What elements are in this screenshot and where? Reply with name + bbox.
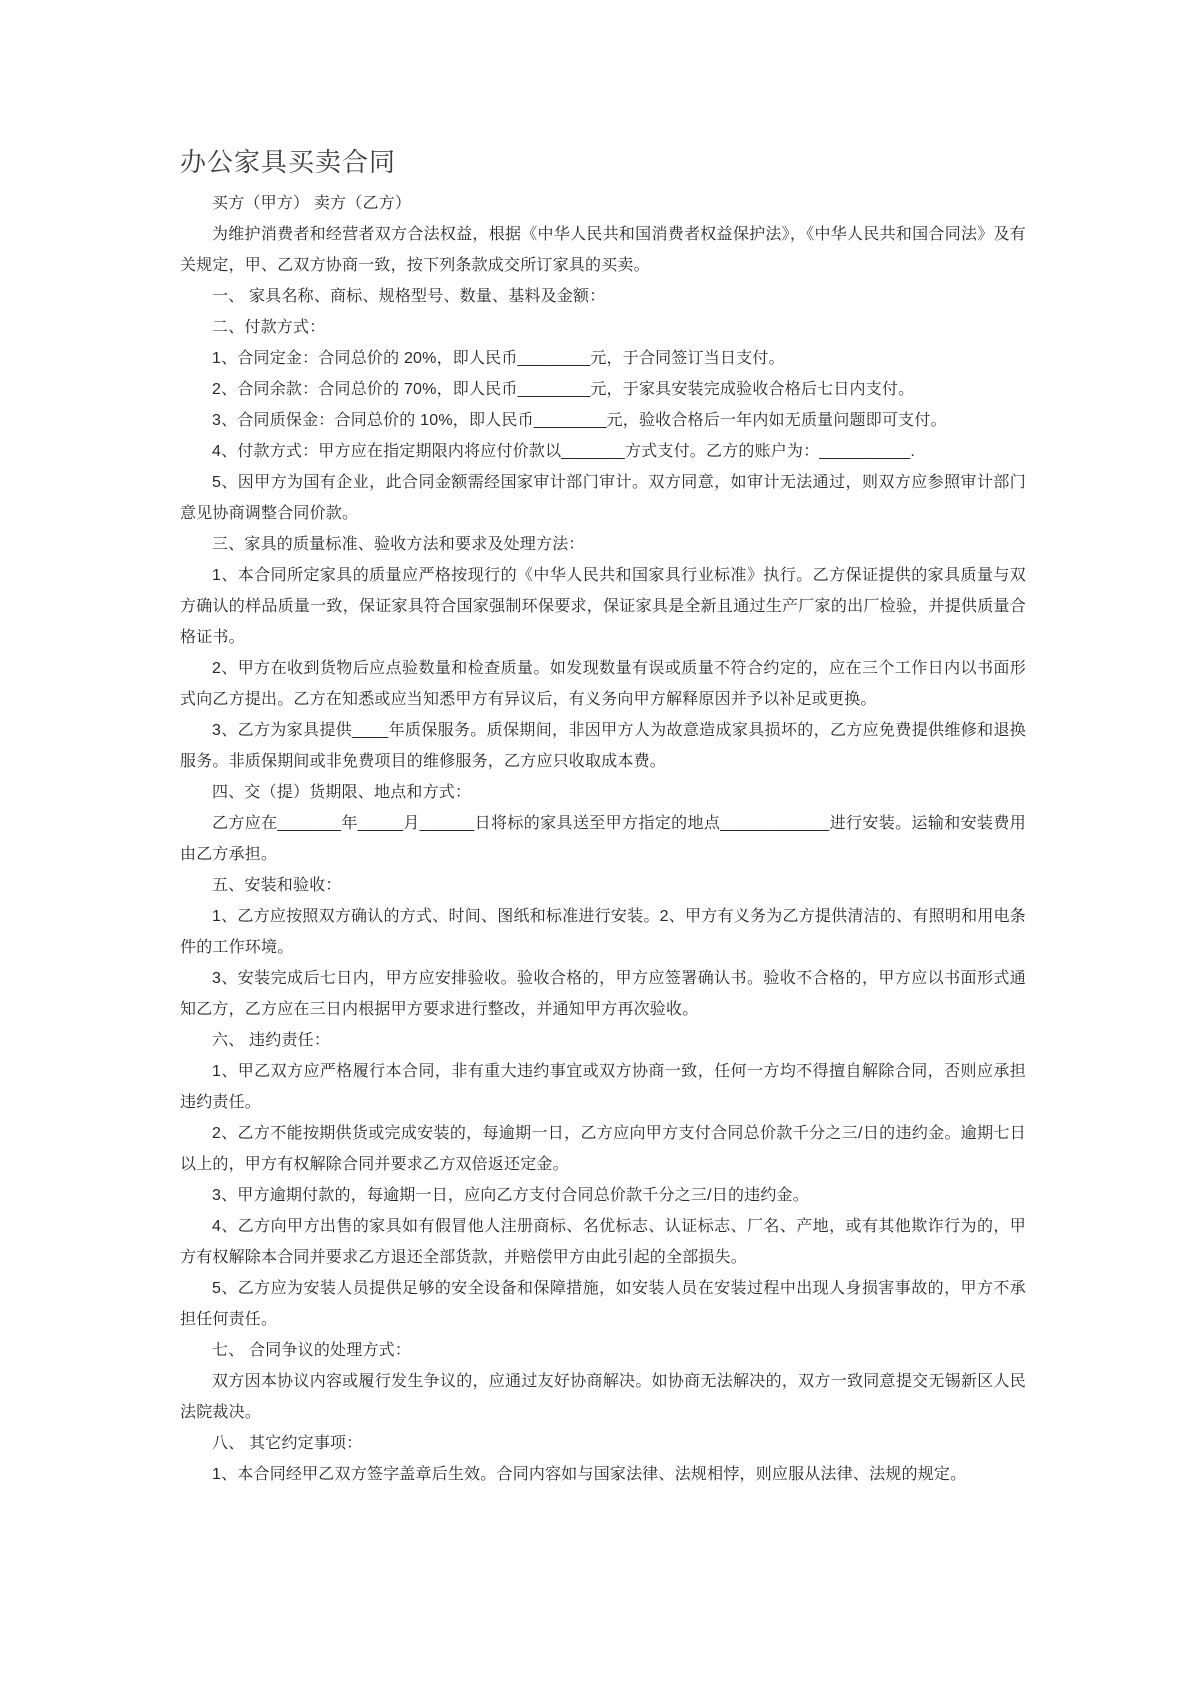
paragraph: 买方（甲方） 卖方（乙方）	[212, 195, 412, 212]
paragraph: 3、安装完成后七日内，甲方应安排验收。验收合格的，甲方应签署确认书。验收不合格的，甲方应以书面形式通知乙方，乙方应在三日内根据甲方要求进行整改，并通知甲方再次验收。	[180, 970, 1026, 1018]
paragraph: 1、乙方应按照双方确认的方式、时间、图纸和标准进行安装。2、甲方有义务为乙方提供清洁的、有照明和用电条件的工作环境。	[180, 908, 1026, 956]
paragraph: 1、本合同经甲乙双方签字盖章后生效。合同内容如与国家法律、法规相悖，则应服从法律、法规的规定。	[212, 1466, 967, 1483]
paragraph: 双方因本协议内容或履行发生争议的，应通过友好协商解决。如协商无法解决的，双方一致同意提交无锡新区人民法院裁决。	[180, 1373, 1026, 1421]
contract-body	[180, 188, 1026, 1490]
paragraph: 1、合同定金：合同总价的 20%，即人民币________元，于合同签订当日支付。	[212, 350, 785, 367]
paragraph: 八、 其它约定事项：	[212, 1435, 363, 1452]
paragraph: 四、交（提）货期限、地点和方式：	[212, 784, 472, 801]
paragraph: 3、合同质保金：合同总价的 10%，即人民币________元，验收合格后一年内如无质量问题即可支付。	[212, 412, 947, 429]
paragraph: 二、付款方式：	[212, 319, 326, 336]
paragraph: 4、付款方式：甲方应在指定期限内将应付价款以_______方式支付。乙方的账户为：__________.	[212, 443, 916, 460]
paragraph: 1、本合同所定家具的质量应严格按现行的《中华人民共和国家具行业标准》执行。乙方保证提供的家具质量与双方确认的样品质量一致，保证家具符合国家强制环保要求，保证家具是全新且通过生产厂家的出厂检验，并提供质量合格证书。	[180, 567, 1026, 646]
paragraph: 七、 合同争议的处理方式：	[212, 1342, 412, 1359]
document-title: 办公家具买卖合同	[180, 148, 397, 177]
paragraph: 5、因甲方为国有企业，此合同金额需经国家审计部门审计。双方同意，如审计无法通过，则双方应参照审计部门意见协商调整合同价款。	[180, 474, 1026, 522]
paragraph: 六、 违约责任：	[212, 1032, 331, 1049]
paragraph: 2、甲方在收到货物后应点验数量和检查质量。如发现数量有误或质量不符合约定的，应在三个工作日内以书面形式向乙方提出。乙方在知悉或应当知悉甲方有异议后，有义务向甲方解释原因并予以补足或更换。	[180, 660, 1026, 708]
paragraph: 五、安装和验收：	[212, 877, 342, 894]
paragraph: 2、合同余款：合同总价的 70%，即人民币________元，于家具安装完成验收合格后七日内支付。	[212, 381, 915, 398]
document-page	[180, 146, 1026, 1490]
paragraph: 一、 家具名称、商标、规格型号、数量、基料及金额：	[212, 288, 606, 305]
paragraph: 1、甲乙双方应严格履行本合同，非有重大违约事宜或双方协商一致，任何一方均不得擅自解除合同，否则应承担违约责任。	[180, 1063, 1026, 1111]
paragraph: 3、甲方逾期付款的，每逾期一日，应向乙方支付合同总价款千分之三/日的违约金。	[212, 1187, 809, 1204]
paragraph: 三、家具的质量标准、验收方法和要求及处理方法：	[212, 536, 585, 553]
paragraph: 2、乙方不能按期供货或完成安装的，每逾期一日，乙方应向甲方支付合同总价款千分之三/日的违约金。逾期七日以上的，甲方有权解除合同并要求乙方双倍返还定金。	[180, 1125, 1026, 1173]
paragraph: 3、乙方为家具提供____年质保服务。质保期间，非因甲方人为故意造成家具损坏的，乙方应免费提供维修和退换服务。非质保期间或非免费项目的维修服务，乙方应只收取成本费。	[180, 722, 1026, 770]
paragraph: 5、乙方应为安装人员提供足够的安全设备和保障措施，如安装人员在安装过程中出现人身损害事故的，甲方不承担任何责任。	[180, 1280, 1026, 1328]
paragraph: 乙方应在_______年_____月______日将标的家具送至甲方指定的地点____________进行安装。运输和安装费用由乙方承担。	[180, 815, 1026, 863]
paragraph: 4、乙方向甲方出售的家具如有假冒他人注册商标、名优标志、认证标志、厂名、产地，或有其他欺诈行为的，甲方有权解除本合同并要求乙方退还全部货款，并赔偿甲方由此引起的全部损失。	[180, 1218, 1026, 1266]
paragraph: 为维护消费者和经营者双方合法权益，根据《中华人民共和国消费者权益保护法》，《中华人民共和国合同法》及有关规定，甲、乙双方协商一致，按下列条款成交所订家具的买卖。	[180, 226, 1026, 274]
